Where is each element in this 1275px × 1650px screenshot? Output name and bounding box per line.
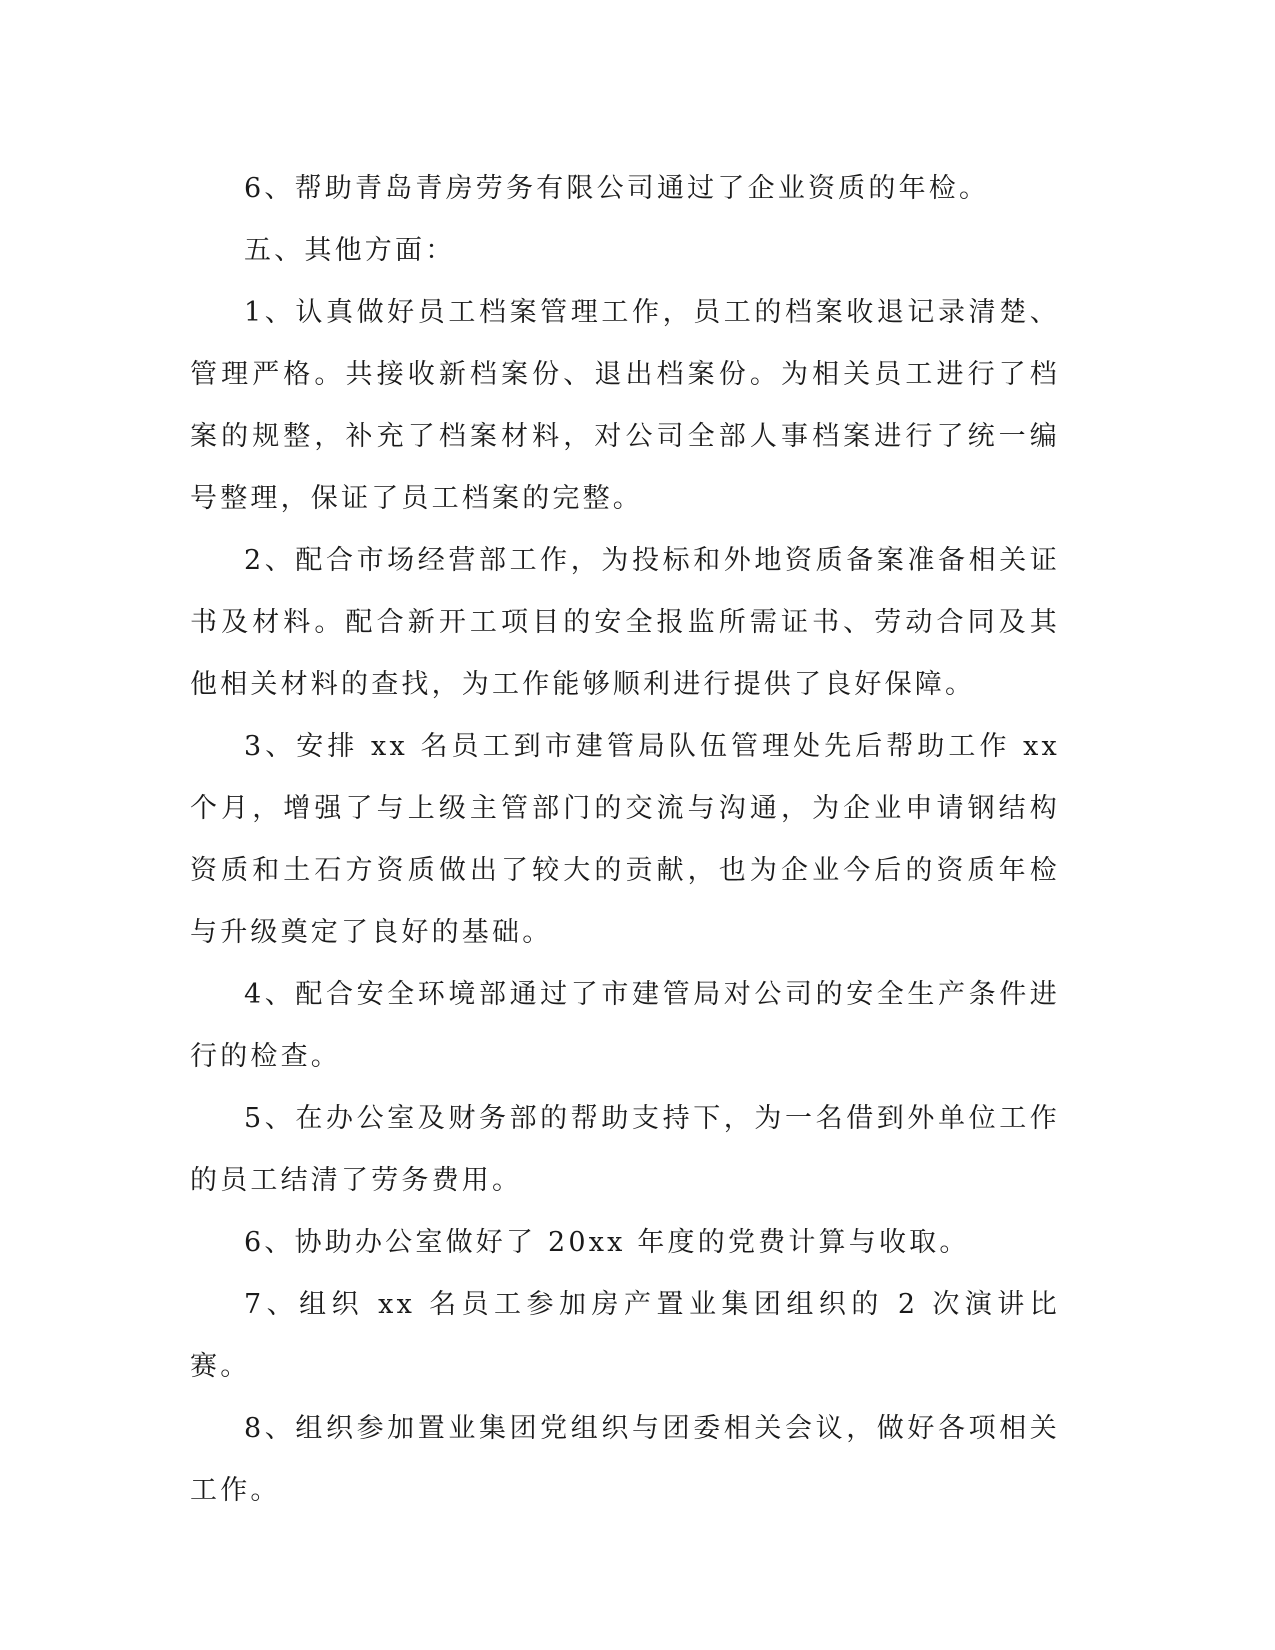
paragraph-item-2-market-support: 2、配合市场经营部工作，为投标和外地资质备案准备相关证书及材料。配合新开工项目的安全报监所需证书、劳动合同及其他相关材料的查找，为工作能够顺利进行提供了良好保障。 [190,545,1060,700]
paragraph-item-6-party-dues: 6、协助办公室做好了 20xx 年度的党费计算与收取。 [244,1227,970,1258]
paragraph-item-1-archives: 1、认真做好员工档案管理工作，员工的档案收退记录清楚、管理严格。共接收新档案份、退出档案份。为相关员工进行了档案的规整，补充了档案材料，对公司全部人事档案进行了统一编号整理，保证了员工档案的完整。 [190,297,1060,514]
paragraph-item-6-annual-inspection: 6、帮助青岛青房劳务有限公司通过了企业资质的年检。 [244,173,990,204]
section-heading-other-aspects: 五、其他方面： [244,235,456,266]
document-body [190,158,1060,1522]
paragraph-item-5-labor-fees: 5、在办公室及财务部的帮助支持下，为一名借到外单位工作的员工结清了劳务费用。 [190,1103,1060,1196]
paragraph-item-8-meetings: 8、组织参加置业集团党组织与团委相关会议，做好各项相关工作。 [190,1413,1060,1506]
paragraph-item-4-safety-inspection: 4、配合安全环境部通过了市建管局对公司的安全生产条件进行的检查。 [190,979,1060,1072]
paragraph-item-7-speech-contest: 7、组织 xx 名员工参加房产置业集团组织的 2 次演讲比赛。 [190,1289,1060,1382]
paragraph-item-3-staff-assignment: 3、安排 xx 名员工到市建管局队伍管理处先后帮助工作 xx 个月，增强了与上级主管部门的交流与沟通，为企业申请钢结构资质和土石方资质做出了较大的贡献，也为企业今后的资质年检与升级奠定了良好的基础。 [190,731,1060,948]
